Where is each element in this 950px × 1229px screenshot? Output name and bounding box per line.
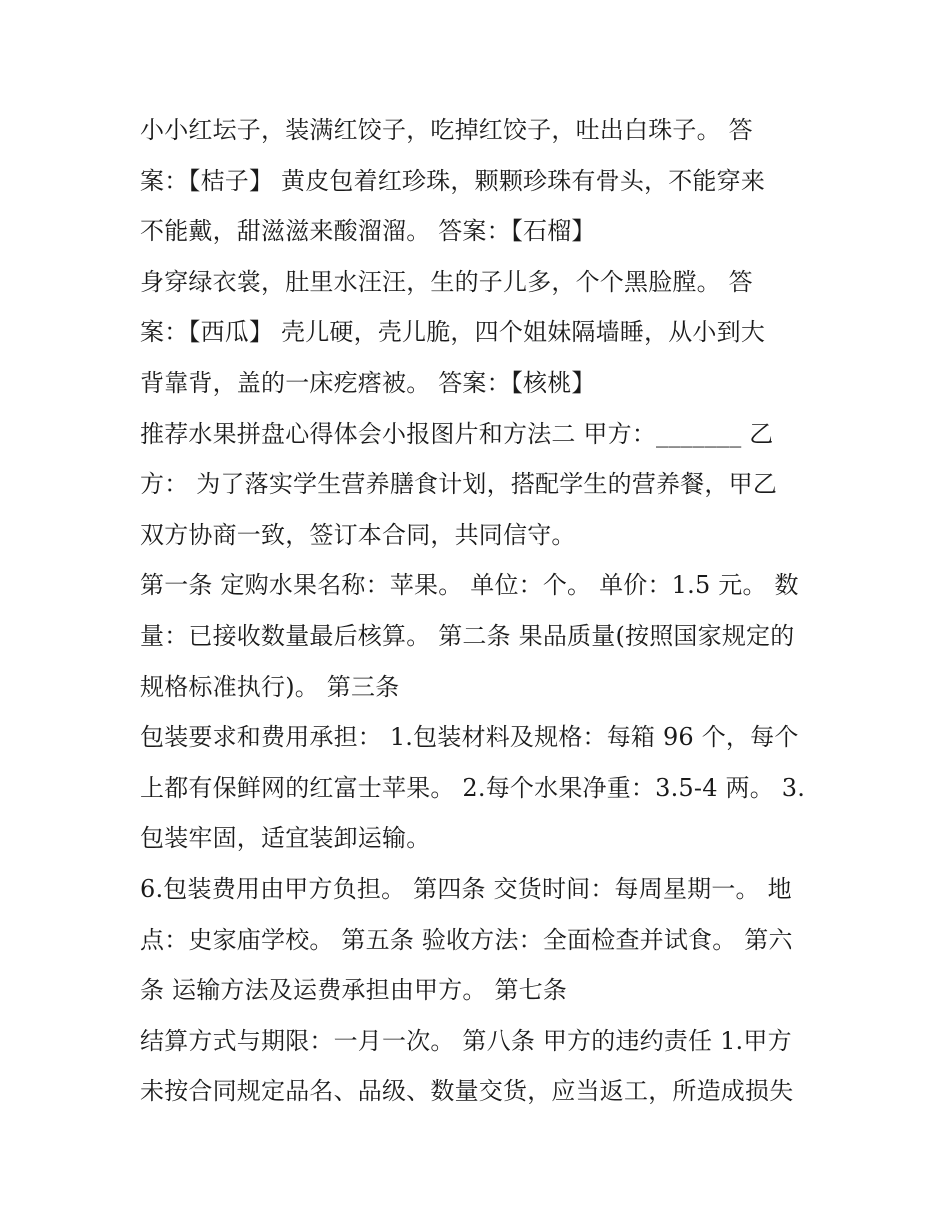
text-line: 规格标准执行)。 第三条 [140, 672, 400, 701]
text-line: 包装要求和费用承担： 1.包装材料及规格：每箱 96 个，每个 [140, 723, 799, 752]
text-line: 点：史家庙学校。 第五条 验收方法：全面检查并试食。 第六 [140, 925, 793, 954]
text-line: 案：【西瓜】 壳儿硬，壳儿脆，四个姐妹隔墙睡，从小到大 [140, 318, 766, 347]
text-line: 上都有保鲜网的红富士苹果。 2.每个水果净重：3.5-4 两。 3. [140, 773, 806, 802]
text-line: 不能戴，甜滋滋来酸溜溜。 答案：【石榴】 [140, 217, 596, 246]
text-line: 方： 为了落实学生营养膳食计划，搭配学生的营养餐，甲乙 [140, 470, 778, 499]
text-line: 量：已接收数量最后核算。 第二条 果品质量(按照国家规定的 [140, 621, 795, 650]
text-line: 双方协商一致，签订本合同，共同信守。 [140, 520, 576, 549]
text-line: 结算方式与期限：一月一次。 第八条 甲方的违约责任 1.甲方 [140, 1026, 792, 1055]
text-line: 案：【桔子】 黄皮包着红珍珠，颗颗珍珠有骨头，不能穿来 [140, 166, 766, 195]
text-line: 小小红坛子，装满红饺子，吃掉红饺子，吐出白珠子。 答 [140, 116, 753, 144]
text-line: 条 运输方法及运费承担由甲方。 第七条 [140, 976, 568, 1005]
text-line: 第一条 定购水果名称：苹果。 单位：个。 单价：1.5 元。 数 [140, 571, 799, 600]
text-line: 身穿绿衣裳，肚里水汪汪，生的子儿多，个个黑脸膛。 答 [140, 267, 753, 296]
text-line: 推荐水果拼盘心得体会小报图片和方法二 甲方：_______ 乙 [140, 419, 774, 448]
document-body [140, 105, 820, 1117]
text-line: 未按合同规定品名、品级、数量交货，应当返工，所造成损失 [140, 1077, 794, 1106]
text-line: 6.包装费用由甲方负担。 第四条 交货时间：每周星期一。 地 [140, 874, 792, 903]
text-line: 背靠背，盖的一床疙瘩被。 答案：【核桃】 [140, 368, 596, 397]
text-line: 包装牢固，适宜装卸运输。 [140, 824, 431, 853]
